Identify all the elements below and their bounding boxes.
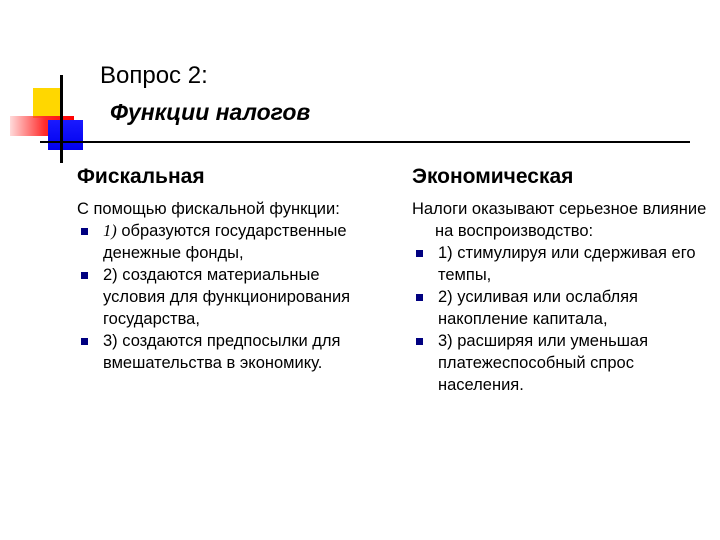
item-text: 3) расширяя или уменьшая платежеспособный спрос населения.	[438, 332, 649, 394]
square-bullet-icon	[416, 250, 423, 257]
item-text: 3) создаются предпосылки для вмешательства в экономику.	[103, 332, 341, 372]
list-item	[77, 330, 382, 374]
square-bullet-icon	[81, 338, 88, 345]
list-item	[412, 330, 712, 396]
list-item	[412, 242, 712, 286]
list-item	[77, 220, 382, 264]
item-text: образуются государственные денежные фонды,	[103, 222, 347, 262]
square-bullet-icon	[81, 272, 88, 279]
item-text: 2) создаются материальные условия для функционирования государства,	[103, 266, 351, 328]
decor-horizontal-line	[40, 141, 690, 143]
column-heading-economic: Экономическая	[412, 165, 574, 188]
item-number: 1)	[103, 221, 117, 240]
column-intro-economic: Налоги оказывают серьезное влияние на воспроизводство:	[412, 200, 707, 240]
column-heading-fiscal: Фискальная	[77, 165, 205, 188]
decor-blue-square	[48, 120, 83, 150]
decor-yellow-square	[33, 88, 63, 118]
column-economic	[412, 165, 712, 396]
decor-vertical-line	[60, 75, 63, 163]
square-bullet-icon	[81, 228, 88, 235]
column-intro-fiscal: С помощью фискальной функции:	[77, 200, 340, 218]
slide-title-question: Вопрос 2:	[100, 62, 208, 89]
square-bullet-icon	[416, 338, 423, 345]
item-text: 2) усиливая или ослабляя накопление капитала,	[438, 288, 638, 328]
column-fiscal	[77, 165, 382, 374]
list-item	[412, 286, 712, 330]
square-bullet-icon	[416, 294, 423, 301]
item-text: 1) стимулируя или сдерживая его темпы,	[438, 244, 696, 284]
slide-title-subject: Функции налогов	[110, 99, 311, 125]
list-item	[77, 264, 382, 330]
